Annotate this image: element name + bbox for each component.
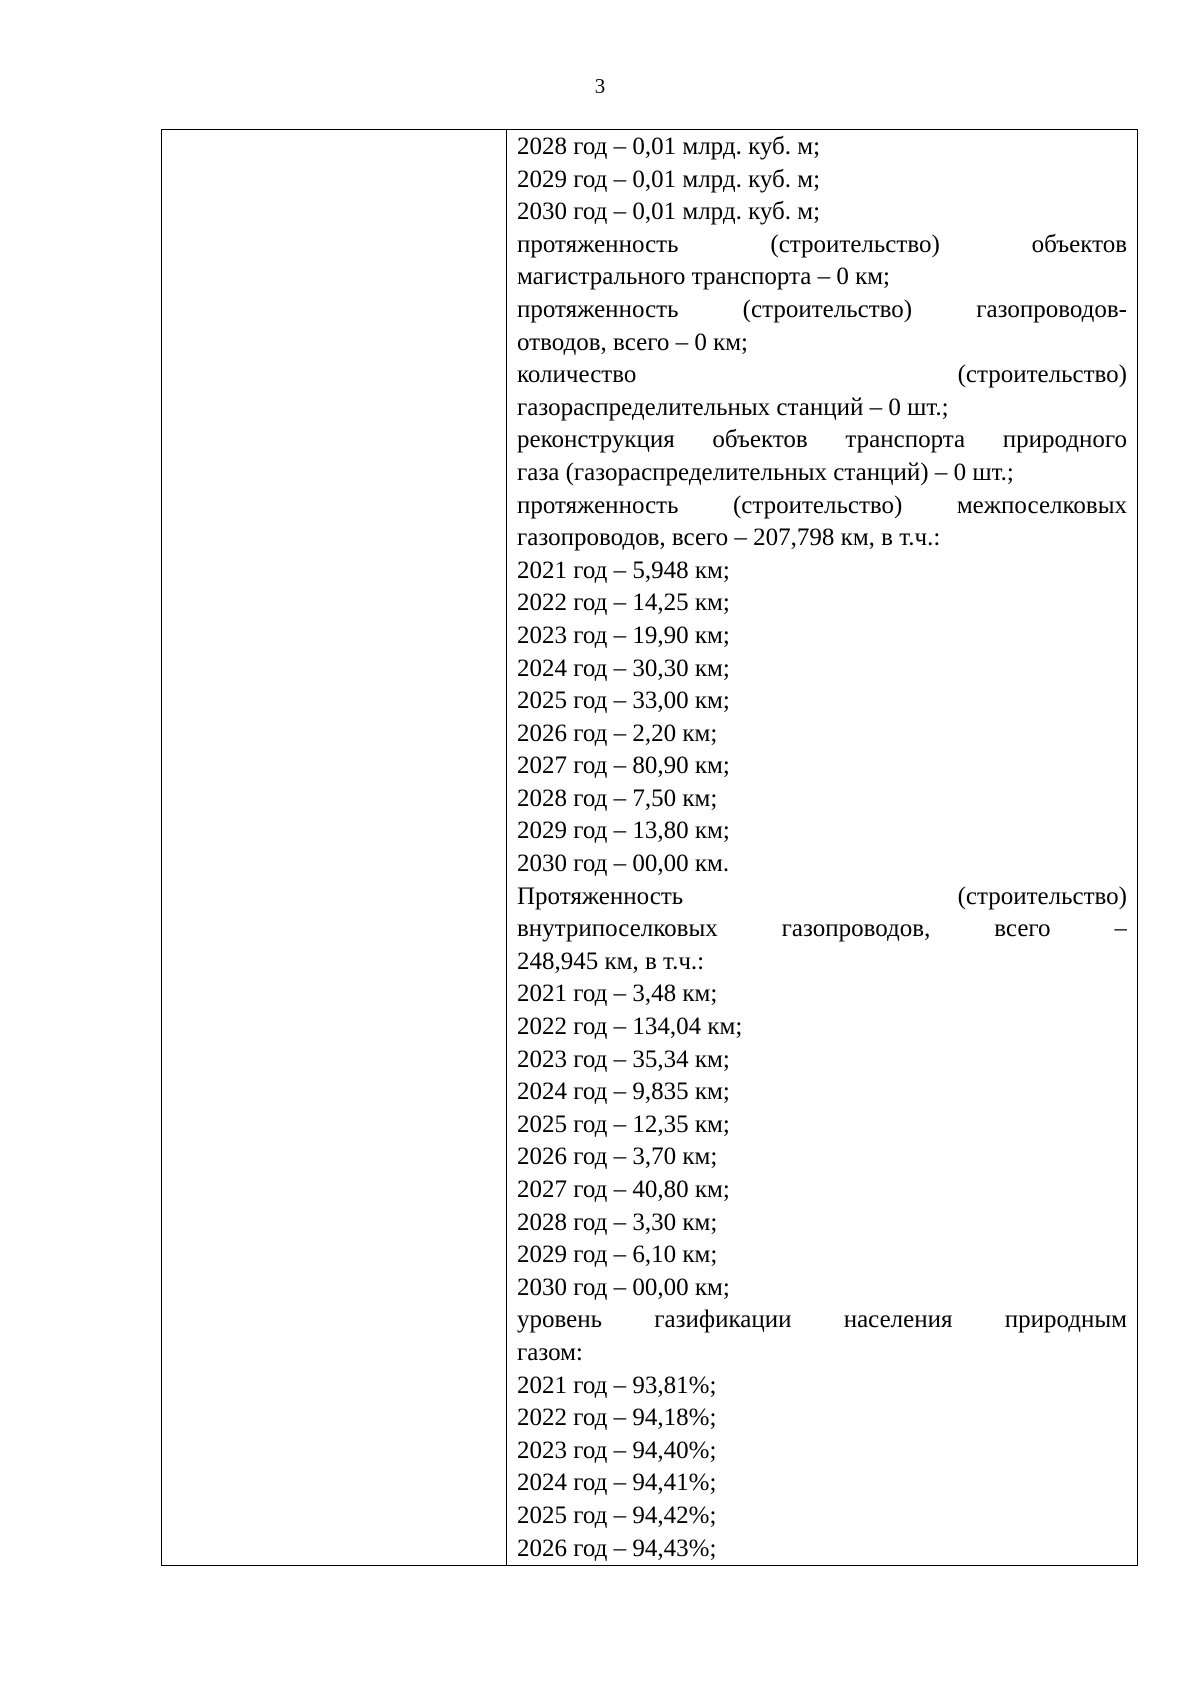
text-line: 2022 год – 14,25 км; <box>517 589 730 617</box>
text-line: 248,945 км, в т.ч.: <box>517 947 705 975</box>
text-line: 2023 год – 19,90 км; <box>517 621 730 649</box>
text-line: 2022 год – 134,04 км; <box>517 1013 743 1041</box>
text-line: 2029 год – 13,80 км; <box>517 817 730 845</box>
table-cell-left <box>162 130 507 1566</box>
text-line: газа (газораспределительных станций) – 0 шт.; <box>517 458 1014 486</box>
text-line: отводов, всего – 0 км; <box>517 328 748 356</box>
text-line: 2027 год – 80,90 км; <box>517 752 730 780</box>
table-cell-right <box>507 130 1138 1566</box>
text-line: 2030 год – 0,01 млрд. куб. м; <box>517 198 821 226</box>
text-line: 2024 год – 30,30 км; <box>517 654 730 682</box>
text-line: 2027 год – 40,80 км; <box>517 1176 730 1203</box>
cell-text-block <box>507 130 1137 1565</box>
text-line: 2029 год – 6,10 км; <box>517 1241 718 1269</box>
text-line: 2025 год – 94,42%; <box>517 1501 717 1529</box>
document-table <box>161 129 1138 1566</box>
text-line: 2026 год – 94,43%; <box>517 1534 717 1562</box>
text-line: 2021 год – 5,948 км; <box>517 556 730 584</box>
text-line: уровень газификации населения природным <box>517 1306 1127 1334</box>
text-line: внутрипоселковых газопроводов, всего – <box>517 915 1127 943</box>
page-number: 3 <box>594 74 606 98</box>
text-line: газораспределительных станций – 0 шт.; <box>517 393 949 421</box>
text-line: 2026 год – 3,70 км; <box>517 1143 718 1171</box>
text-line: 2022 год – 94,18%; <box>517 1404 717 1432</box>
text-line: 2025 год – 33,00 км; <box>517 687 730 715</box>
text-line: газопроводов, всего – 207,798 км, в т.ч.: <box>517 524 941 552</box>
text-line: 2021 год – 3,48 км; <box>517 980 718 1008</box>
text-line: 2024 год – 9,835 км; <box>517 1078 730 1106</box>
text-line: магистрального транспорта – 0 км; <box>517 263 890 291</box>
text-line: 2023 год – 94,40%; <box>517 1436 717 1464</box>
text-line: 2028 год – 7,50 км; <box>517 784 718 812</box>
text-line: количество (строительство) <box>517 361 1127 389</box>
text-line: 2029 год – 0,01 млрд. куб. м; <box>517 165 821 193</box>
text-line: 2021 год – 93,81%; <box>517 1371 717 1399</box>
table-row <box>162 130 1138 1566</box>
text-line: 2025 год – 12,35 км; <box>517 1110 730 1138</box>
text-line: 2028 год – 0,01 млрд. куб. м; <box>517 133 821 160</box>
text-line: 2024 год – 94,41%; <box>517 1469 717 1497</box>
text-line: протяженность (строительство) объектов <box>517 230 1127 258</box>
text-line: протяженность (строительство) межпоселковых <box>517 491 1127 519</box>
text-line: протяженность (строительство) газопроводов- <box>517 295 1127 323</box>
text-line: 2026 год – 2,20 км; <box>517 719 718 747</box>
text-line: Протяженность (строительство) <box>517 882 1127 910</box>
text-line: 2030 год – 00,00 км; <box>517 1273 730 1301</box>
text-line: 2023 год – 35,34 км; <box>517 1045 730 1073</box>
text-line: 2030 год – 00,00 км. <box>517 850 730 878</box>
text-line: газом: <box>517 1338 583 1366</box>
text-line: 2028 год – 3,30 км; <box>517 1208 718 1236</box>
text-line: реконструкция объектов транспорта природного <box>517 426 1127 454</box>
